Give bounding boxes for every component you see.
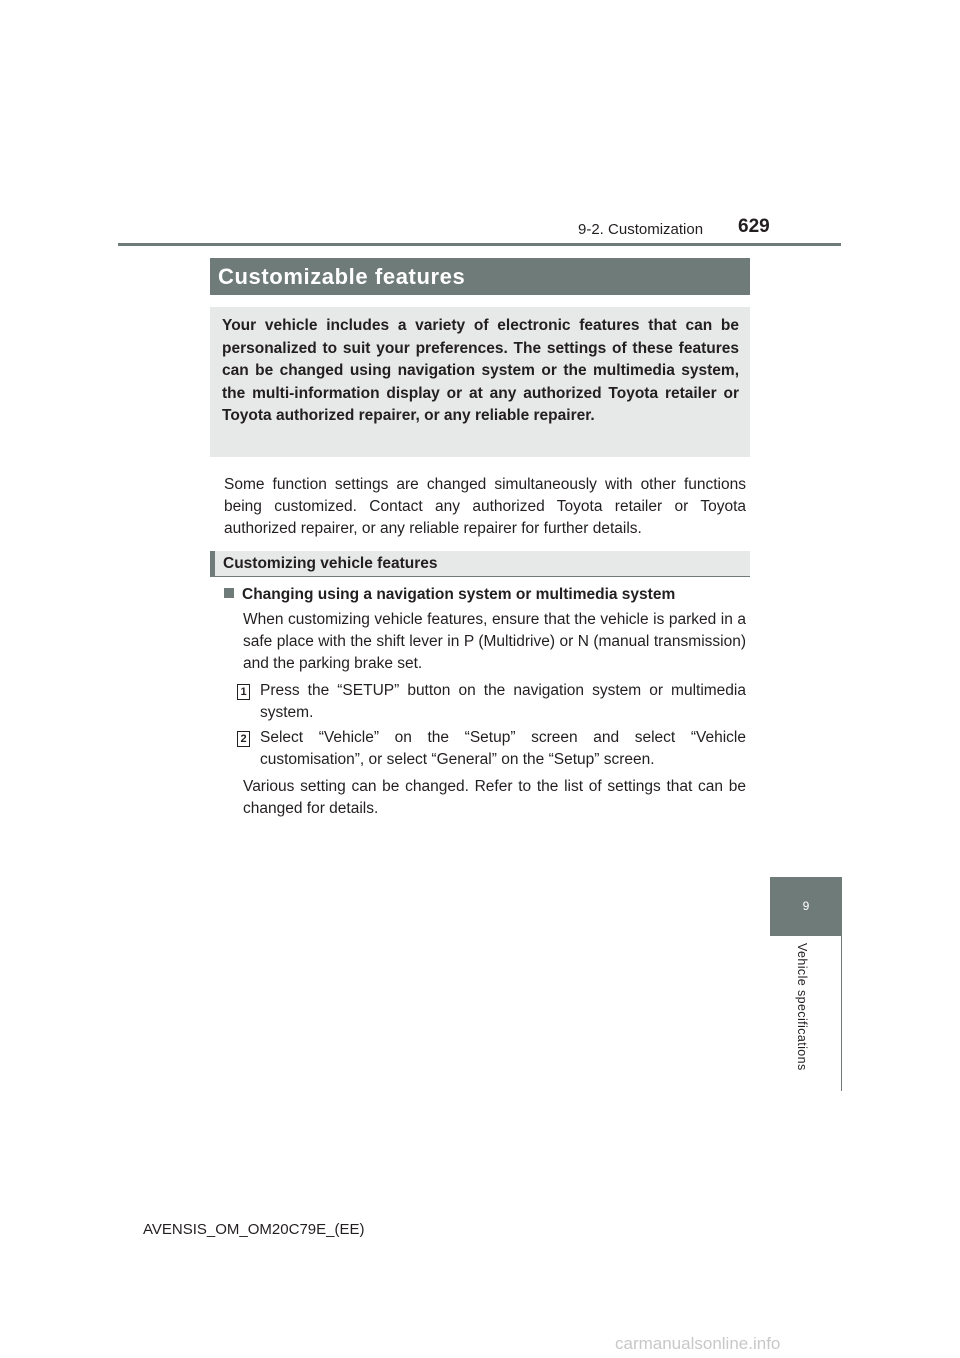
watermark: carmanualsonline.info — [615, 1334, 781, 1353]
subsection-accent-bar — [210, 551, 215, 577]
step-1-text: Press the “SETUP” button on the navigation system or multimedia system. — [260, 682, 746, 722]
main-title: Customizable features — [218, 264, 466, 289]
body-paragraph: Some function settings are changed simultaneously with other functions being customized. Contact any authorized Toyota retailer or Toyota authorized repairer, or any reliable repairer for further details. — [224, 476, 746, 538]
header-rule — [118, 243, 841, 246]
bullet-heading-text: Changing using a navigation system or multimedia system — [242, 586, 676, 603]
section-label: 9-2. Customization — [578, 221, 704, 238]
intro-box — [210, 307, 750, 457]
chapter-tab — [770, 877, 842, 936]
square-bullet-icon — [224, 588, 234, 598]
step-2-text: Select “Vehicle” on the “Setup” screen and select “Vehicle customisation”, or select “General” on the “Setup” screen. — [260, 729, 746, 769]
subsection-header — [210, 551, 750, 577]
intro-text: Your vehicle includes a variety of electronic features that can be personalized to suit your preferences. The settings of these features can be changed using navigation system or the multimedia system, the multi-information display or at any authorized Toyota retailer or Toyota authorized repairer, or any reliable repairer. — [222, 317, 739, 425]
chapter-number: 9 — [802, 899, 810, 913]
bullet-paragraph: When customizing vehicle features, ensure that the vehicle is parked in a safe place with the shift lever in P (Multidrive) or N (manual transmission) and the parking brake set. — [243, 611, 746, 673]
subsection-title: Customizing vehicle features — [223, 555, 438, 572]
main-title-bar — [210, 258, 750, 295]
step-1-badge: 1 — [237, 684, 250, 700]
footer-document-code: AVENSIS_OM_OM20C79E_(EE) — [143, 1221, 365, 1238]
bullet-heading — [224, 585, 754, 605]
chapter-name: Vehicle specifications — [795, 943, 809, 1071]
page-number: 629 — [738, 216, 770, 237]
final-paragraph: Various setting can be changed. Refer to the list of settings that can be changed for details. — [243, 778, 746, 818]
chapter-rule — [841, 936, 842, 1091]
step-2-badge: 2 — [237, 731, 250, 747]
